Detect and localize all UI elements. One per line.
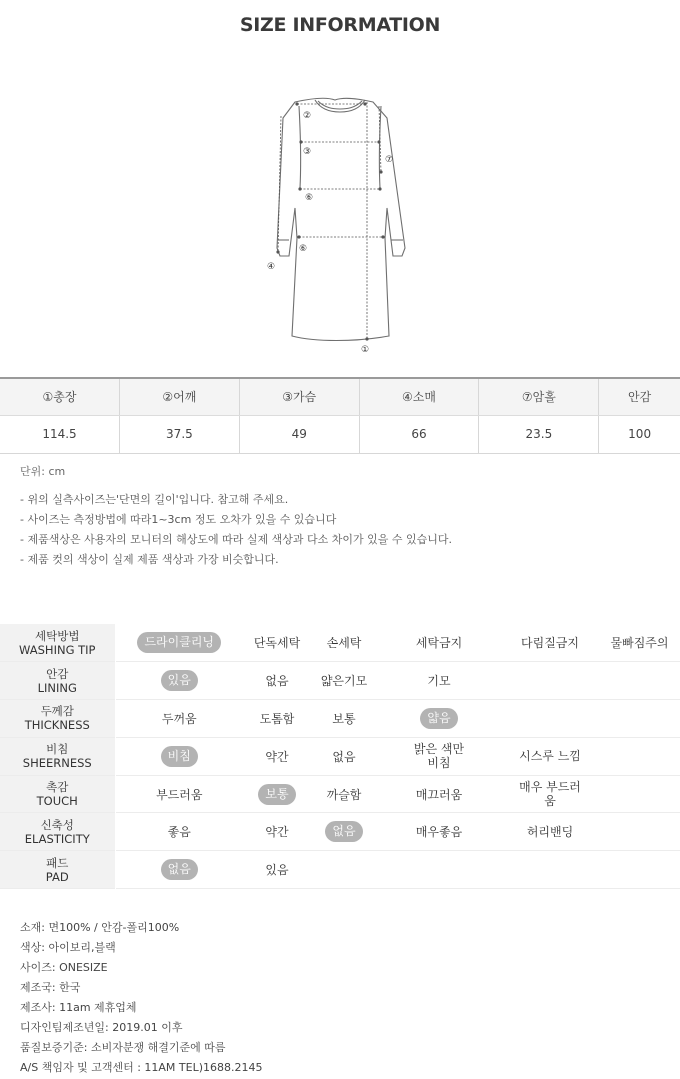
care-option-cell xyxy=(243,624,311,662)
care-option-cell xyxy=(311,775,377,813)
care-option-cell xyxy=(377,624,501,662)
care-option-cell xyxy=(599,775,680,813)
care-option: 매우좋음 xyxy=(415,825,463,840)
note-line: - 제품색상은 사용자의 모니터의 해상도에 따라 실제 색상과 다소 차이가 있을 수 있습니다. xyxy=(20,533,452,546)
size-header: ③가슴 xyxy=(239,378,359,415)
care-row-header xyxy=(0,851,115,889)
care-option: 없음 xyxy=(265,674,289,689)
care-option-cell xyxy=(599,851,680,889)
care-option: 매우 부드러움 xyxy=(519,780,581,809)
care-option-selected: 없음 xyxy=(325,821,362,842)
care-option-cell xyxy=(243,700,311,738)
care-option-cell xyxy=(115,700,243,738)
care-option-selected: 드라이클리닝 xyxy=(137,632,221,653)
care-label-ko: 비침 xyxy=(46,742,69,757)
care-label-en: THICKNESS xyxy=(24,718,90,733)
care-label-ko: 세탁방법 xyxy=(35,628,80,643)
care-label-en: LINING xyxy=(37,680,77,695)
care-option-selected: 비침 xyxy=(161,746,198,767)
care-option: 좋음 xyxy=(167,825,191,840)
care-option-cell xyxy=(501,775,599,813)
care-label-en: ELASTICITY xyxy=(24,831,90,846)
care-option-selected: 얇음 xyxy=(420,708,457,729)
care-label-en: WASHING TIP xyxy=(19,642,96,657)
care-option-cell xyxy=(115,775,243,813)
care-option: 세탁금지 xyxy=(415,636,463,651)
label-waist: ⑥ xyxy=(305,193,314,203)
care-label-en: SHEERNESS xyxy=(22,756,92,771)
care-option: 두꺼움 xyxy=(161,711,197,726)
size-header: ④소매 xyxy=(359,378,479,415)
care-option-cell xyxy=(377,737,501,775)
care-option: 물빠짐주의 xyxy=(610,636,669,651)
label-length: ① xyxy=(361,345,370,355)
care-option-cell xyxy=(115,813,243,851)
care-option-cell xyxy=(377,813,501,851)
care-label-ko: 패드 xyxy=(46,855,69,870)
note-line: - 위의 실측사이즈는'단면의 길이'입니다. 참고해 주세요. xyxy=(20,493,289,506)
dress-size-diagram xyxy=(255,88,425,358)
care-option-cell xyxy=(501,700,599,738)
care-option-cell xyxy=(377,775,501,813)
size-table-row xyxy=(0,415,680,453)
care-label-ko: 촉감 xyxy=(46,780,69,795)
size-header: 안감 xyxy=(599,378,680,415)
care-label-ko: 신축성 xyxy=(40,817,74,832)
note-line: - 제품 컷의 색상이 실제 제품 색상과 가장 비슷합니다. xyxy=(20,553,279,566)
label-sleeve: ④ xyxy=(267,262,276,272)
care-option-cell xyxy=(501,737,599,775)
size-header: ②어깨 xyxy=(120,378,240,415)
size-header: ①총장 xyxy=(0,378,120,415)
info-line: 소재: 면100% / 안감-폴리100% xyxy=(20,921,180,934)
care-option-cell xyxy=(243,662,311,700)
care-option-cell xyxy=(115,662,243,700)
size-header: ⑦암홀 xyxy=(479,378,599,415)
dress-illustration xyxy=(255,88,425,358)
care-option: 허리밴딩 xyxy=(526,825,574,840)
care-option-cell xyxy=(311,813,377,851)
care-option-cell xyxy=(599,737,680,775)
care-option: 도톰함 xyxy=(259,711,295,726)
label-shoulder: ② xyxy=(303,111,312,121)
care-option-cell xyxy=(377,700,501,738)
care-option-cell xyxy=(377,851,501,889)
care-option-selected: 보통 xyxy=(258,784,295,805)
size-value: 37.5 xyxy=(120,415,240,453)
note-line: - 사이즈는 측정방법에 따라1~3cm 정도 오차가 있을 수 있습니다 xyxy=(20,513,337,526)
info-line: 색상: 아이보리,블랙 xyxy=(20,941,116,954)
care-row-header xyxy=(0,813,115,851)
care-label-en: TOUCH xyxy=(36,794,78,809)
info-line: 제조사: 11am 제휴업체 xyxy=(20,1001,137,1014)
care-option-selected: 있음 xyxy=(161,670,198,691)
care-option: 밝은 색만 비침 xyxy=(413,742,465,771)
care-row-sheerness xyxy=(0,737,680,775)
care-option-cell xyxy=(311,737,377,775)
care-label-ko: 두께감 xyxy=(40,704,74,719)
care-row-header xyxy=(0,737,115,775)
care-option-cell xyxy=(243,813,311,851)
care-option-cell xyxy=(115,851,243,889)
size-value: 49 xyxy=(239,415,359,453)
care-row-washing xyxy=(0,624,680,662)
care-option-cell xyxy=(311,624,377,662)
product-info xyxy=(20,918,263,1078)
care-option: 시스루 느낌 xyxy=(519,749,581,764)
care-row-header xyxy=(0,775,115,813)
info-line: 디자인팀제조년일: 2019.01 이후 xyxy=(20,1021,183,1034)
info-line: 품질보증기준: 소비자분쟁 해결기준에 따름 xyxy=(20,1041,226,1054)
size-table xyxy=(0,377,680,454)
care-option-cell xyxy=(115,737,243,775)
label-chest: ③ xyxy=(303,147,312,157)
care-option-cell xyxy=(599,700,680,738)
care-option-cell xyxy=(501,813,599,851)
care-option: 까슬함 xyxy=(326,787,362,802)
label-armhole: ⑦ xyxy=(385,155,394,165)
care-row-thickness xyxy=(0,700,680,738)
care-option-cell xyxy=(599,624,680,662)
size-notes xyxy=(20,490,452,570)
care-option: 다림질금지 xyxy=(521,636,579,651)
care-option-cell xyxy=(311,662,377,700)
info-line: 사이즈: ONESIZE xyxy=(20,961,108,974)
care-option-cell xyxy=(311,700,377,738)
info-line: 제조국: 한국 xyxy=(20,981,81,994)
care-option-cell xyxy=(599,662,680,700)
care-option-cell xyxy=(501,851,599,889)
care-row-pad xyxy=(0,851,680,889)
unit-label: 단위: cm xyxy=(20,465,66,478)
size-value: 114.5 xyxy=(0,415,120,453)
care-label-en: PAD xyxy=(45,869,69,884)
care-option: 매끄러움 xyxy=(415,787,463,802)
care-option: 기모 xyxy=(427,674,451,689)
care-row-header xyxy=(0,662,115,700)
care-row-header xyxy=(0,700,115,738)
care-row-elasticity xyxy=(0,813,680,851)
label-hip: ⑥ xyxy=(299,244,308,254)
care-row-header xyxy=(0,624,115,662)
care-option-cell xyxy=(243,737,311,775)
care-option-cell xyxy=(243,851,311,889)
care-option: 보통 xyxy=(332,711,356,726)
care-label-ko: 안감 xyxy=(46,666,69,681)
care-option: 약간 xyxy=(265,749,289,764)
size-value: 23.5 xyxy=(479,415,599,453)
care-option-cell xyxy=(501,624,599,662)
care-option: 손세탁 xyxy=(326,636,362,651)
care-option: 있음 xyxy=(265,863,289,878)
page-title: SIZE INFORMATION xyxy=(239,14,441,36)
size-value: 66 xyxy=(359,415,479,453)
care-row-touch xyxy=(0,775,680,813)
care-row-lining xyxy=(0,662,680,700)
care-option: 약간 xyxy=(265,825,289,840)
care-option-selected: 없음 xyxy=(161,859,198,880)
care-option: 부드러움 xyxy=(156,787,203,802)
info-line: A/S 책임자 및 고객센터 : 11AM TEL)1688.2145 xyxy=(20,1061,263,1074)
care-table xyxy=(0,624,680,889)
care-option-cell xyxy=(377,662,501,700)
care-option: 얇은기모 xyxy=(320,674,368,689)
care-option-cell xyxy=(115,624,243,662)
size-value: 100 xyxy=(599,415,680,453)
size-table-header xyxy=(0,378,680,415)
care-option-cell xyxy=(243,775,311,813)
care-option: 없음 xyxy=(332,749,356,764)
care-option-cell xyxy=(311,851,377,889)
care-option-cell xyxy=(599,813,680,851)
care-option-cell xyxy=(501,662,599,700)
care-option: 단독세탁 xyxy=(253,636,301,651)
